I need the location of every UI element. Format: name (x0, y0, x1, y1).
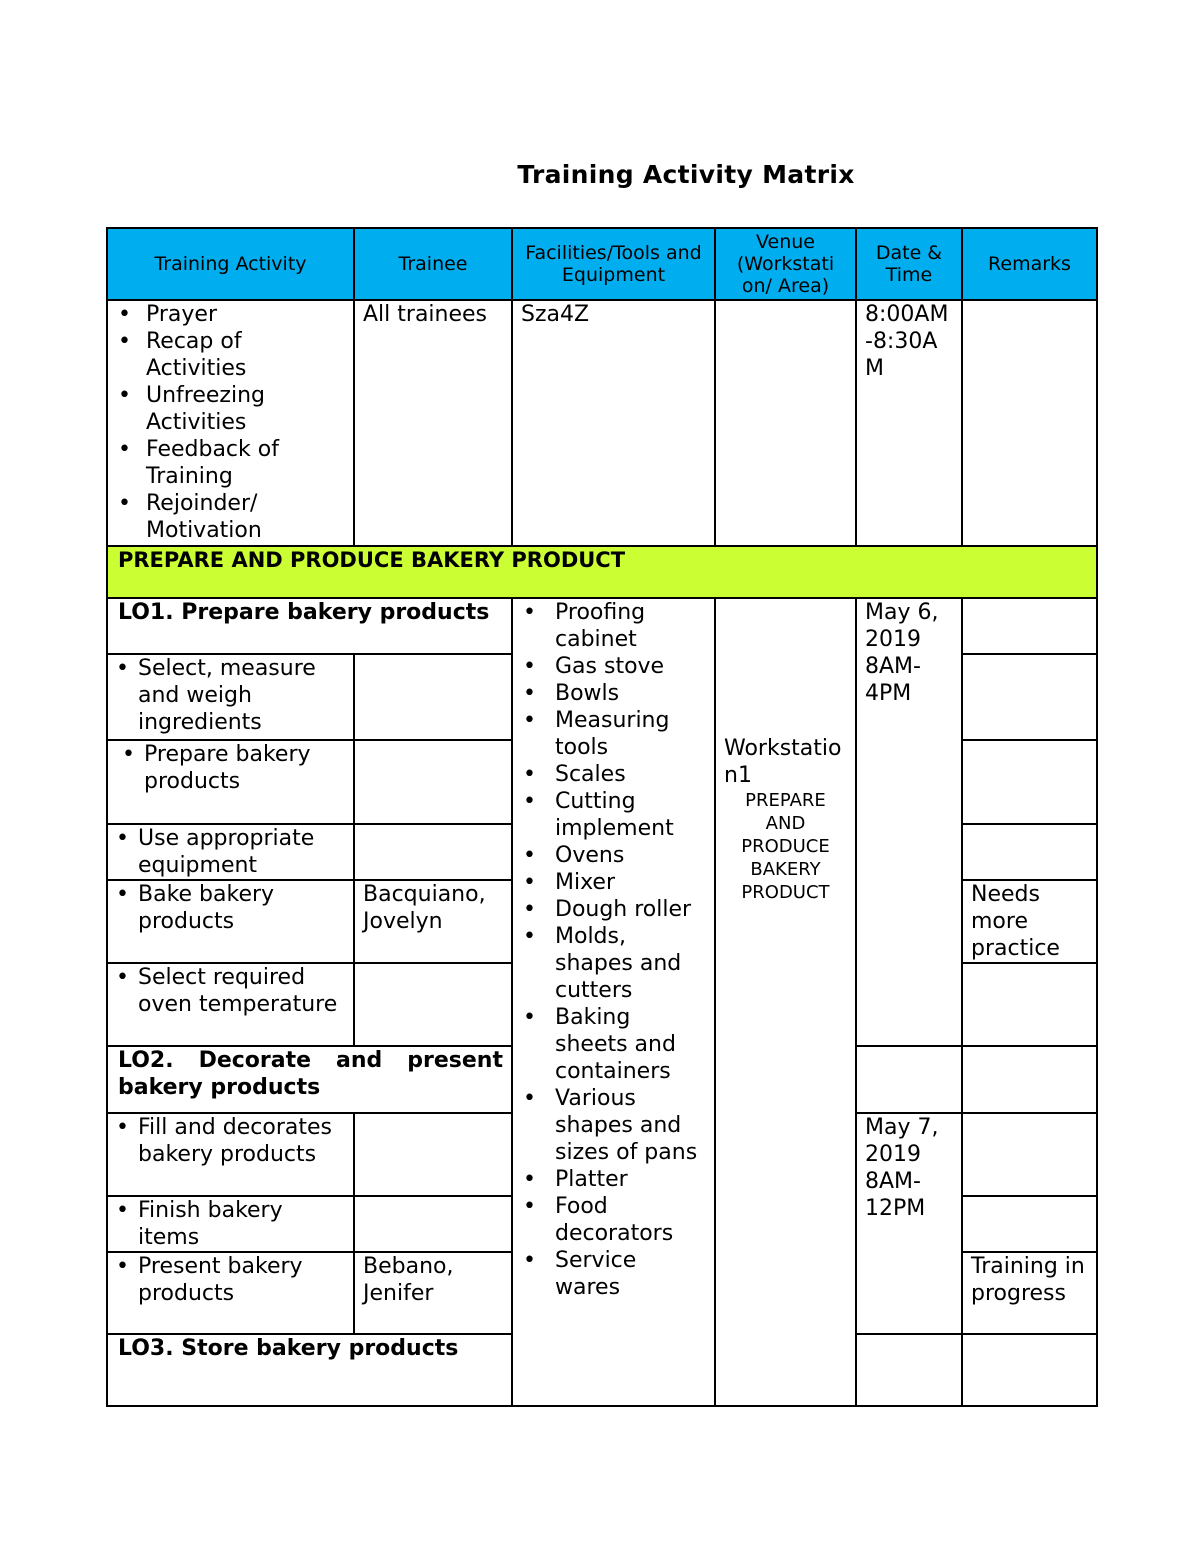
remarks-cell (962, 1334, 1097, 1406)
header-facilities: Facilities/Tools and Equipment (512, 228, 715, 300)
list-item: • Prayer (112, 301, 345, 328)
header-venue: Venue (Workstati on/ Area) (715, 228, 856, 300)
lo1-item-2 (107, 740, 354, 824)
trainee-cell (354, 1113, 512, 1196)
list-item: • Ovens (517, 842, 706, 869)
remarks-cell (962, 1046, 1097, 1113)
lo1-item-4 (107, 880, 354, 963)
intro-trainee: All trainees (354, 300, 512, 546)
list-item: • Feedback of Training (112, 436, 345, 490)
item-label: • Select, measure and weigh ingredients (116, 655, 345, 736)
lo1-date-time: May 6, 2019 8AM-4PM (856, 598, 962, 1046)
lo1-item-3 (107, 824, 354, 880)
list-item: • Unfreezing Activities (112, 382, 345, 436)
lo2-item-1 (107, 1113, 354, 1196)
list-item: • Various shapes and sizes of pans (517, 1085, 706, 1166)
lo3-heading: LO3. Store bakery products (107, 1334, 512, 1406)
remarks-cell: Needs more practice (962, 880, 1097, 963)
header-training-activity: Training Activity (107, 228, 354, 300)
intro-activity-list (112, 301, 345, 544)
remarks-cell (962, 963, 1097, 1046)
intro-venue (715, 300, 856, 546)
item-label: • Select required oven temperature (116, 964, 345, 1018)
lo2-item-2 (107, 1196, 354, 1252)
item-label: • Fill and decorates bakery products (116, 1114, 345, 1168)
list-item: • Baking sheets and containers (517, 1004, 706, 1085)
list-item: • Recap of Activities (112, 328, 345, 382)
item-label: • Bake bakery products (116, 881, 345, 935)
header-remarks: Remarks (962, 228, 1097, 300)
training-activity-matrix (106, 227, 1098, 1407)
item-label: • Prepare bakery products (122, 741, 345, 795)
item-label: • Finish bakery items (116, 1197, 345, 1251)
trainee-cell: Bacquiano, Jovelyn (354, 880, 512, 963)
item-label: • Present bakery products (116, 1253, 345, 1307)
lo2-date-time: May 7, 2019 8AM-12PM (856, 1113, 962, 1334)
remarks-cell (962, 740, 1097, 824)
list-item: • Platter (517, 1166, 706, 1193)
list-item: • Scales (517, 761, 706, 788)
lo1-item-1 (107, 654, 354, 740)
intro-remarks (962, 300, 1097, 546)
trainee-cell (354, 1196, 512, 1252)
list-item: • Rejoinder/ Motivation (112, 490, 345, 544)
lo1-item-5 (107, 963, 354, 1046)
list-item: • Dough roller (517, 896, 706, 923)
remarks-cell: Training in progress (962, 1252, 1097, 1334)
trainee-cell (354, 740, 512, 824)
intro-date-time: 8:00AM-8:30AM (856, 300, 962, 546)
trainee-cell (354, 654, 512, 740)
venue-workstation: Workstation1 (724, 736, 842, 788)
list-item: • Measuring tools (517, 707, 706, 761)
remarks-cell (962, 654, 1097, 740)
list-item: • Service wares (517, 1247, 706, 1301)
list-item: • Bowls (517, 680, 706, 707)
venue-area: PREPARE AND PRODUCE BAKERY PRODUCT (741, 790, 830, 903)
list-item: • Food decorators (517, 1193, 706, 1247)
header-row (107, 228, 1097, 300)
list-item: • Gas stove (517, 653, 706, 680)
header-date-time: Date & Time (856, 228, 962, 300)
list-item: • Cutting implement (517, 788, 706, 842)
list-item: • Mixer (517, 869, 706, 896)
venue-cell (715, 598, 856, 1406)
remarks-cell (962, 824, 1097, 880)
lo2-item-3 (107, 1252, 354, 1334)
intro-activities-cell (107, 300, 354, 546)
intro-row (107, 300, 1097, 546)
lo2-heading: LO2. Decorate and present bakery products (107, 1046, 512, 1113)
intro-facilities: Sza4Z (512, 300, 715, 546)
date-cell (856, 1046, 962, 1113)
lo1-heading: LO1. Prepare bakery products (107, 598, 512, 654)
trainee-cell (354, 824, 512, 880)
remarks-cell (962, 1113, 1097, 1196)
lo1-heading-row (107, 598, 1097, 654)
list-item: • Molds, shapes and cutters (517, 923, 706, 1004)
section-heading: PREPARE AND PRODUCE BAKERY PRODUCT (107, 546, 1097, 598)
trainee-cell (354, 963, 512, 1046)
list-item: • Proofing cabinet (517, 599, 706, 653)
remarks-cell (962, 598, 1097, 654)
date-cell (856, 1334, 962, 1406)
item-label: • Use appropriate equipment (116, 825, 345, 879)
facilities-cell (512, 598, 715, 1406)
facilities-list (517, 599, 706, 1301)
remarks-cell (962, 1196, 1097, 1252)
header-trainee: Trainee (354, 228, 512, 300)
section-row (107, 546, 1097, 598)
page-title: Training Activity Matrix (517, 160, 855, 189)
trainee-cell: Bebano, Jenifer (354, 1252, 512, 1334)
